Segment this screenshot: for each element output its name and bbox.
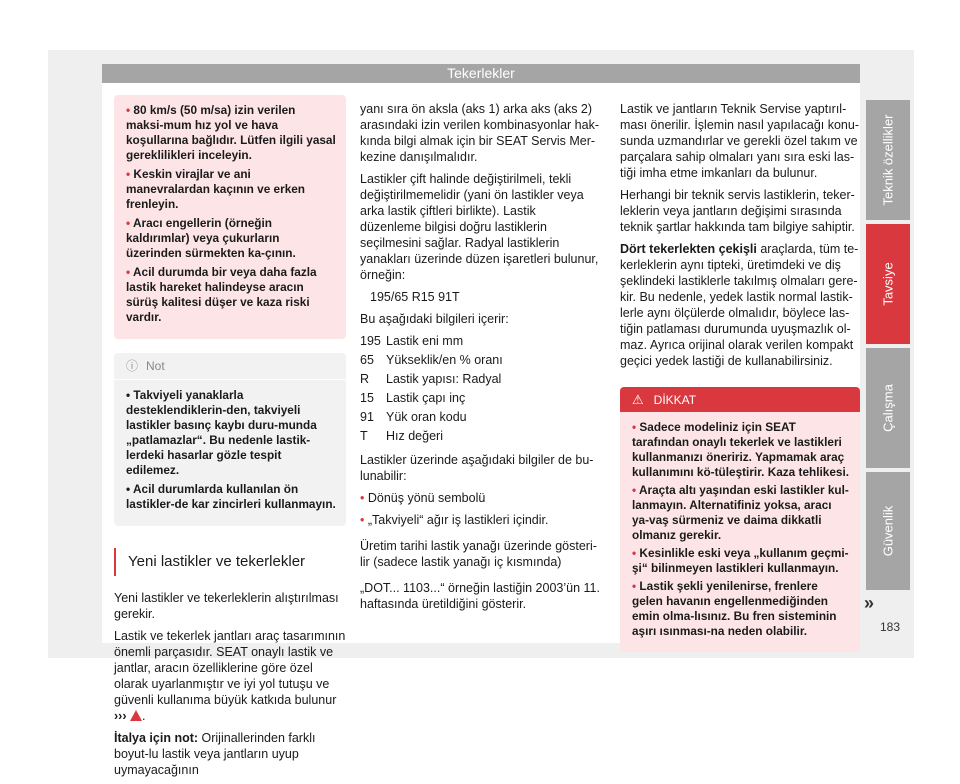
warning-box xyxy=(114,95,346,339)
tab-guvenlik[interactable] xyxy=(866,472,910,590)
paragraph: „DOT... 1103...“ örneğin lastiğin 2003’ün 11. haftasında üretildiğini gösterir. xyxy=(360,581,600,611)
paragraph: Yeni lastikler ve tekerleklerin alıştırılması gerekir. xyxy=(114,591,339,621)
warning-item: • 80 km/s (50 m/sa) izin verilen maksi-mum hız yol ve hava koşullarına bağlıdır. Lütfen ilgili yasal gereklilikleri inceleyin. xyxy=(126,103,336,162)
note-box xyxy=(114,353,346,526)
column-3 xyxy=(620,101,860,652)
tab-tavsiye[interactable] xyxy=(866,224,910,344)
warning-item: • Keskin virajlar ve ani manevralardan kaçının ve erken frenleyin. xyxy=(126,167,306,211)
tab-label: Teknik özellikler xyxy=(880,114,896,206)
code-key: 91 xyxy=(360,410,374,424)
code-key: 65 xyxy=(360,353,374,367)
paragraph: Herhangi bir teknik servis lastiklerin, teker-leklerin veya jantların değişimi sırasında teknik şartlar hakkında tam bilgiye sahiptir. xyxy=(620,188,855,234)
danger-item: • Sadece modeliniz için SEAT tarafından onaylı tekerlek ve lastikleri kullanmanızı öneririz. Yapmamak araç kullanımını kö-tüleştirir. Kaza tehlikesi. xyxy=(632,420,849,479)
danger-header xyxy=(620,387,860,412)
tab-label: Çalışma xyxy=(880,384,896,432)
tab-calisma[interactable] xyxy=(866,348,910,468)
tab-teknik[interactable] xyxy=(866,100,910,220)
code-value: Lastik eni mm xyxy=(386,334,464,348)
note-title: Not xyxy=(146,359,165,373)
paragraph: yanı sıra ön aksla (aks 1) arka aks (aks 2) arasındaki izin verilen kombinasyonlar hak-kında bilgi almak için bir SEAT Servis Mer-kezine danışılmalıdır. xyxy=(360,102,600,164)
note-header xyxy=(114,353,346,380)
continue-arrow-icon[interactable]: » xyxy=(864,593,875,613)
tire-code-table xyxy=(360,333,600,444)
paragraph: Lastikler çift halinde değiştirilmeli, tekli değiştirilmemelidir (yani ön lastikler veya arka lastik çiftleri birlikte). Lastik düzenleme bilgisi doğru lastiklerin seçilmesini sağlar. Radyal lastiklerin yanakları üzerinde düzen işaretleri bulunur, örneğin: xyxy=(360,172,599,282)
page-number: 183 xyxy=(880,620,901,634)
paragraph: Lastik ve jantların Teknik Servise yaptırıl-ması önerilir. İşlemin nasıl yapılacağı konu-sunda uzmandırlar ve gerekli özel takım ve parçalara sahip olmaları yanı sıra eski las-tiği imha etme imkanları da bulunur. xyxy=(620,102,859,180)
paragraph: Bu aşağıdaki bilgileri içerir: xyxy=(360,312,509,326)
paragraph: Lastik ve tekerlek jantları araç tasarımının önemli parçasıdır. SEAT onaylı lastik ve jantlar, aracın özelliklerine göre özel olarak uyarlanmıştır ve iyi yol tutuşu ve güvenli kullanıma büyük katkıda bulunur ››› . xyxy=(114,629,346,723)
code-key: 15 xyxy=(360,391,374,405)
info-icon: ⓘ xyxy=(126,359,139,373)
danger-item: • Kesinlikle eski veya „kullanım geçmi-şi“ bilinmeyen lastikleri kullanmayın. xyxy=(632,546,849,575)
paragraph: Dört tekerlekten çekişli araçlarda, tüm te-kerleklerin aynı tipteki, üretimdeki ve diş şeklindeki lastiklerle takılmış olmaları gere-kir. Bu nedenle, yedek lastik normal lastik-lerle aynı ölçülerde olmalıdır, böylece las-tiğin patlaması durumunda uyuşmazlık ol-maz. Ayrıca orijinal olarak verilen kompakt geçici yedek lastiği de kullanabilirsiniz. xyxy=(620,242,859,368)
code-value: Yükseklik/en % oranı xyxy=(386,353,503,367)
list-item: • Dönüş yönü sembolü xyxy=(360,491,486,505)
code-key: T xyxy=(360,429,368,443)
warning-triangle-icon: ⚠ xyxy=(632,391,644,407)
note-item: • Takviyeli yanaklarla desteklendiklerin-den, takviyeli lastikler basınç kaybı duru-munda „patlamazlar“. Bu nedenle lastik-lerdeki hasarlar gözle tespit edilemez. xyxy=(126,388,317,477)
paragraph: Lastikler üzerinde aşağıdaki bilgiler de bu-lunabilir: xyxy=(360,453,594,483)
ref-arrows[interactable]: ››› xyxy=(114,709,127,723)
warning-item: • Aracı engellerin (örneğin kaldırımlar) veya çukurların üzerinden sürmekten ka-çının. xyxy=(126,216,296,260)
column-2 xyxy=(360,101,600,618)
section-title: Yeni lastikler ve tekerlekler xyxy=(114,548,346,576)
code-value: Lastik çapı inç xyxy=(386,391,466,405)
paragraph: İtalya için not: Orijinallerinden farklı boyut-lu lastik veya jantların uyup uymayacağının xyxy=(114,731,316,777)
page-header: Tekerlekler xyxy=(102,64,860,83)
danger-item: • Araçta altı yaşından eski lastikler kul-lanmayın. Alternatifiniz yoksa, aracı ya-vaş sürmeniz ve daima dikkatli olmanız gerekir. xyxy=(632,483,849,542)
tab-label: Güvenlik xyxy=(880,505,896,557)
code-key: R xyxy=(360,372,370,386)
note-item: • Acil durumlarda kullanılan ön lastikler-de kar zincirleri kullanmayın. xyxy=(126,482,336,511)
code-value: Hız değeri xyxy=(386,429,443,443)
paragraph: Üretim tarihi lastik yanağı üzerinde gösteri-lir (sadece lastik yanağı iç kısmında) xyxy=(360,539,597,569)
warning-icon xyxy=(130,710,142,721)
tab-label: Tavsiye xyxy=(880,262,896,306)
tire-code: 195/65 R15 91T xyxy=(370,290,460,304)
danger-body xyxy=(620,412,860,652)
code-value: Lastik yapısı: Radyal xyxy=(386,372,502,386)
list-item: • „Takviyeli“ ağır iş lastikleri içindir. xyxy=(360,513,549,527)
code-value: Yük oran kodu xyxy=(386,410,467,424)
code-key: 195 xyxy=(360,334,381,348)
danger-item: • Lastik şekli yenilenirse, frenlere gelen havanın engellenmediğinden emin olma-lısınız. Bu fren sisteminin aşırı ısınması-na neden olabilir. xyxy=(632,579,837,638)
danger-title: DİKKAT xyxy=(653,392,697,407)
column-1 xyxy=(114,95,346,784)
warning-item: • Acil durumda bir veya daha fazla lastik hareket halindeyse aracın sürüş kalitesi düşer ve kaza riski vardır. xyxy=(126,265,317,324)
danger-box xyxy=(620,387,860,652)
